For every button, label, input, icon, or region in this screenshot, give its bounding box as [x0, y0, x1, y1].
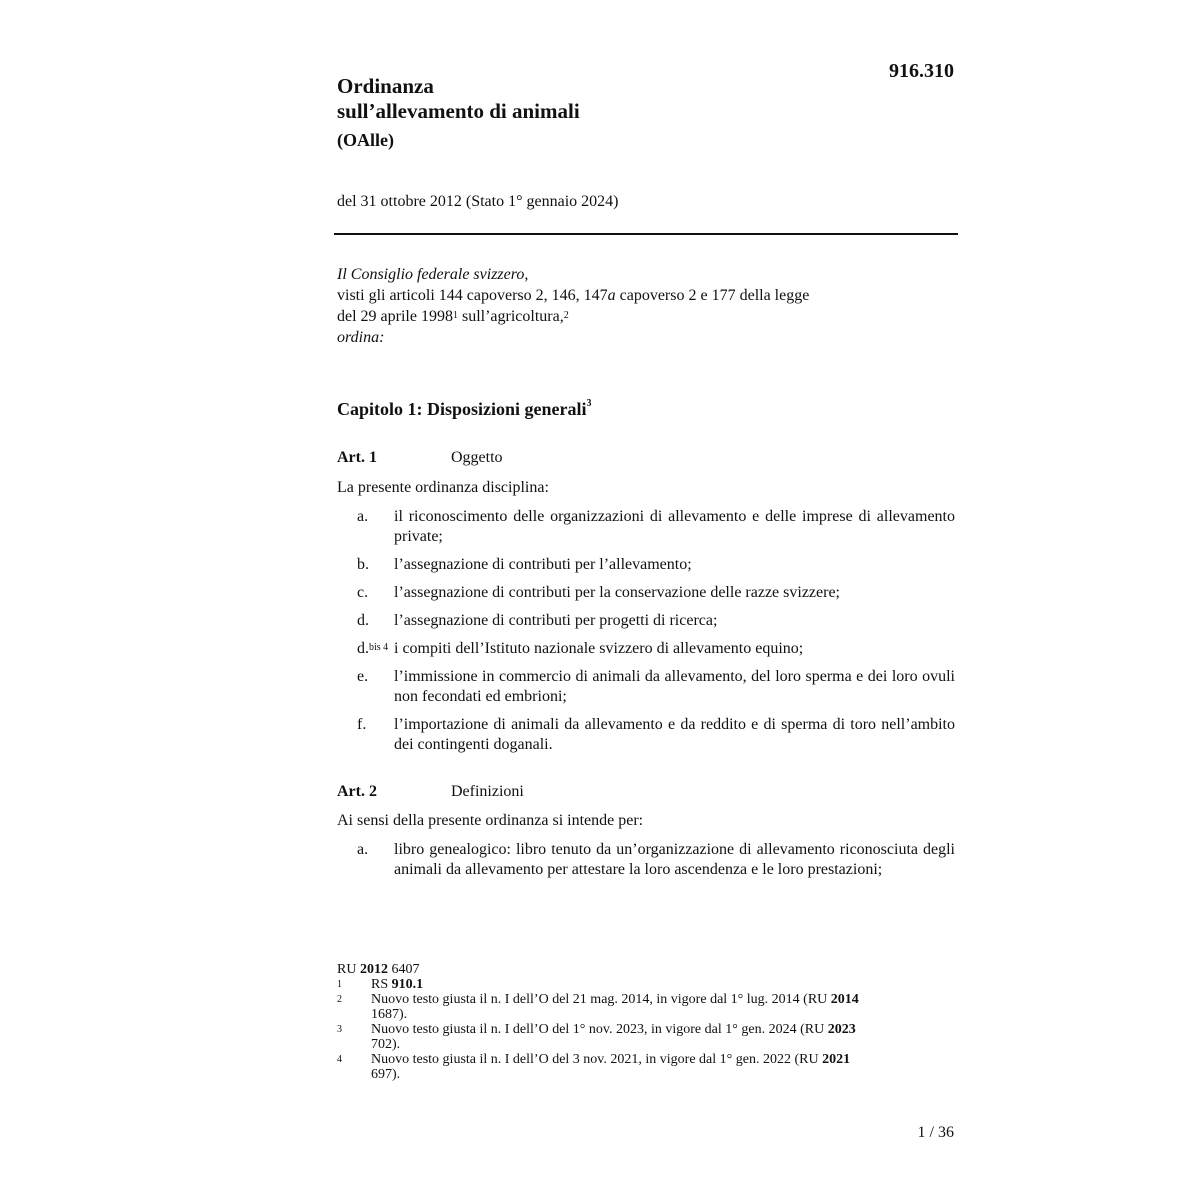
- sr-number: 916.310: [889, 60, 954, 82]
- visti-italic: a: [607, 287, 616, 304]
- footnote-text: [371, 1022, 877, 1052]
- ordina: ordina:: [337, 329, 385, 346]
- article-1-intro: La presente ordinanza disciplina:: [337, 479, 549, 496]
- item-text: l’assegnazione di contributi per l’allevamento;: [394, 556, 692, 573]
- footnote-bold-part: 910.1: [391, 977, 424, 992]
- ru-year: 2012: [359, 962, 388, 977]
- item-text: l’assegnazione di contributi per la conservazione delle razze svizzere;: [394, 584, 840, 601]
- list-item: [357, 840, 955, 880]
- item-letter: e.: [357, 668, 369, 685]
- article-2-intro: Ai sensi della presente ordinanza si intende per:: [337, 812, 644, 829]
- footnote-ref-1[interactable]: 1: [452, 310, 458, 321]
- footnote-text: [371, 977, 423, 992]
- list-item: [357, 583, 955, 603]
- item-letter-base: d.: [357, 640, 369, 657]
- footnote-bold-part: 2014: [830, 992, 859, 1007]
- footnote-text-part: Nuovo testo giusta il n. I dell’O del 21 mag. 2014, in vigore dal 1° lug. 2014 (RU: [371, 992, 831, 1007]
- visti-text-1: visti gli articoli 144 capoverso 2, 146, 147: [337, 287, 608, 304]
- title-abbreviation: (OAlle): [337, 130, 394, 150]
- footnote-number: 1: [337, 979, 342, 990]
- footnote: [337, 1052, 877, 1082]
- list-item: [357, 639, 955, 659]
- footnote-text-part: 697).: [371, 1067, 401, 1082]
- article-title: Definizioni: [451, 783, 524, 800]
- document-title: [337, 74, 580, 124]
- chapter-heading: [337, 399, 592, 420]
- item-text: l’importazione di animali da allevamento e da reddito e di sperma di toro nell’ambito dei contingenti doganali.: [394, 716, 955, 753]
- footnote-ref-2[interactable]: 2: [563, 310, 569, 321]
- footnote-number: 2: [337, 994, 342, 1005]
- ru-reference: [337, 962, 877, 977]
- visti-text-2: capoverso 2 e 177 della legge: [615, 287, 810, 304]
- footnote: [337, 1022, 877, 1052]
- preamble-law: [337, 306, 957, 327]
- law-text-2: sull’agricoltura,: [457, 308, 564, 325]
- article-title: Oggetto: [451, 449, 503, 466]
- list-item: [357, 507, 955, 547]
- item-letter: [357, 639, 394, 659]
- list-item: [357, 611, 955, 631]
- ru-prefix: RU: [337, 962, 360, 977]
- preamble-visti: [337, 285, 957, 306]
- item-letter: a.: [357, 841, 369, 858]
- date-line: del 31 ottobre 2012 (Stato 1° gennaio 2024): [337, 193, 619, 210]
- item-letter: f.: [357, 716, 367, 733]
- item-text: l’assegnazione di contributi per progetti di ricerca;: [394, 612, 718, 629]
- article-1-list: [357, 507, 955, 763]
- item-text: libro genealogico: libro tenuto da un’organizzazione di allevamento riconosciuta degli animali da allevamento per attestare la loro ascendenza e le loro prestazioni;: [394, 841, 955, 878]
- footnote-number: 4: [337, 1054, 342, 1065]
- footnote-text: [371, 992, 877, 1022]
- footnote-text-part: Nuovo testo giusta il n. I dell’O del 1° nov. 2023, in vigore dal 1° gen. 2024 (RU: [371, 1022, 828, 1037]
- title-line-1: Ordinanza: [337, 74, 434, 98]
- footnote-ref-4[interactable]: bis 4: [369, 642, 389, 653]
- authority: Il Consiglio federale svizzero,: [337, 266, 529, 283]
- footnotes: [337, 962, 877, 1082]
- footnote-number: 3: [337, 1024, 342, 1035]
- footnote-text-part: RS: [371, 977, 392, 992]
- article-1-heading: [337, 449, 503, 467]
- item-text: il riconoscimento delle organizzazioni di allevamento e delle imprese di allevamento private;: [394, 508, 955, 545]
- ru-page: 6407: [387, 962, 420, 977]
- footnote-text-part: 702).: [371, 1037, 401, 1052]
- item-letter: c.: [357, 584, 369, 601]
- title-divider: [334, 233, 958, 235]
- footnote-text-part: Nuovo testo giusta il n. I dell’O del 3 nov. 2021, in vigore dal 1° gen. 2022 (RU: [371, 1052, 823, 1067]
- article-number: Art. 1: [337, 449, 377, 466]
- law-text-1: del 29 aprile 1998: [337, 308, 453, 325]
- chapter-title: Capitolo 1: Disposizioni generali: [337, 399, 587, 419]
- footnote: [337, 977, 877, 992]
- preamble: [337, 264, 957, 348]
- item-letter: a.: [357, 508, 369, 525]
- footnote-bold-part: 2023: [827, 1022, 856, 1037]
- list-item: [357, 715, 955, 755]
- footnote: [337, 992, 877, 1022]
- article-2-heading: [337, 783, 524, 801]
- list-item: [357, 667, 955, 707]
- item-text: l’immissione in commercio di animali da allevamento, del loro sperma e dei loro ovuli non fecondati ed embrioni;: [394, 668, 955, 705]
- footnote-text: [371, 1052, 877, 1082]
- list-item: [357, 555, 955, 575]
- item-letter: b.: [357, 556, 369, 573]
- footnote-text-part: 1687).: [371, 1007, 408, 1022]
- item-text: i compiti dell’Istituto nazionale svizzero di allevamento equino;: [394, 640, 804, 657]
- footnote-bold-part: 2021: [822, 1052, 851, 1067]
- title-line-2: sull’allevamento di animali: [337, 99, 580, 123]
- article-number: Art. 2: [337, 783, 377, 800]
- footnote-ref-3[interactable]: 3: [586, 398, 592, 409]
- item-letter: d.: [357, 612, 369, 629]
- article-2-list: [357, 840, 955, 888]
- page-number: 1 / 36: [917, 1124, 954, 1141]
